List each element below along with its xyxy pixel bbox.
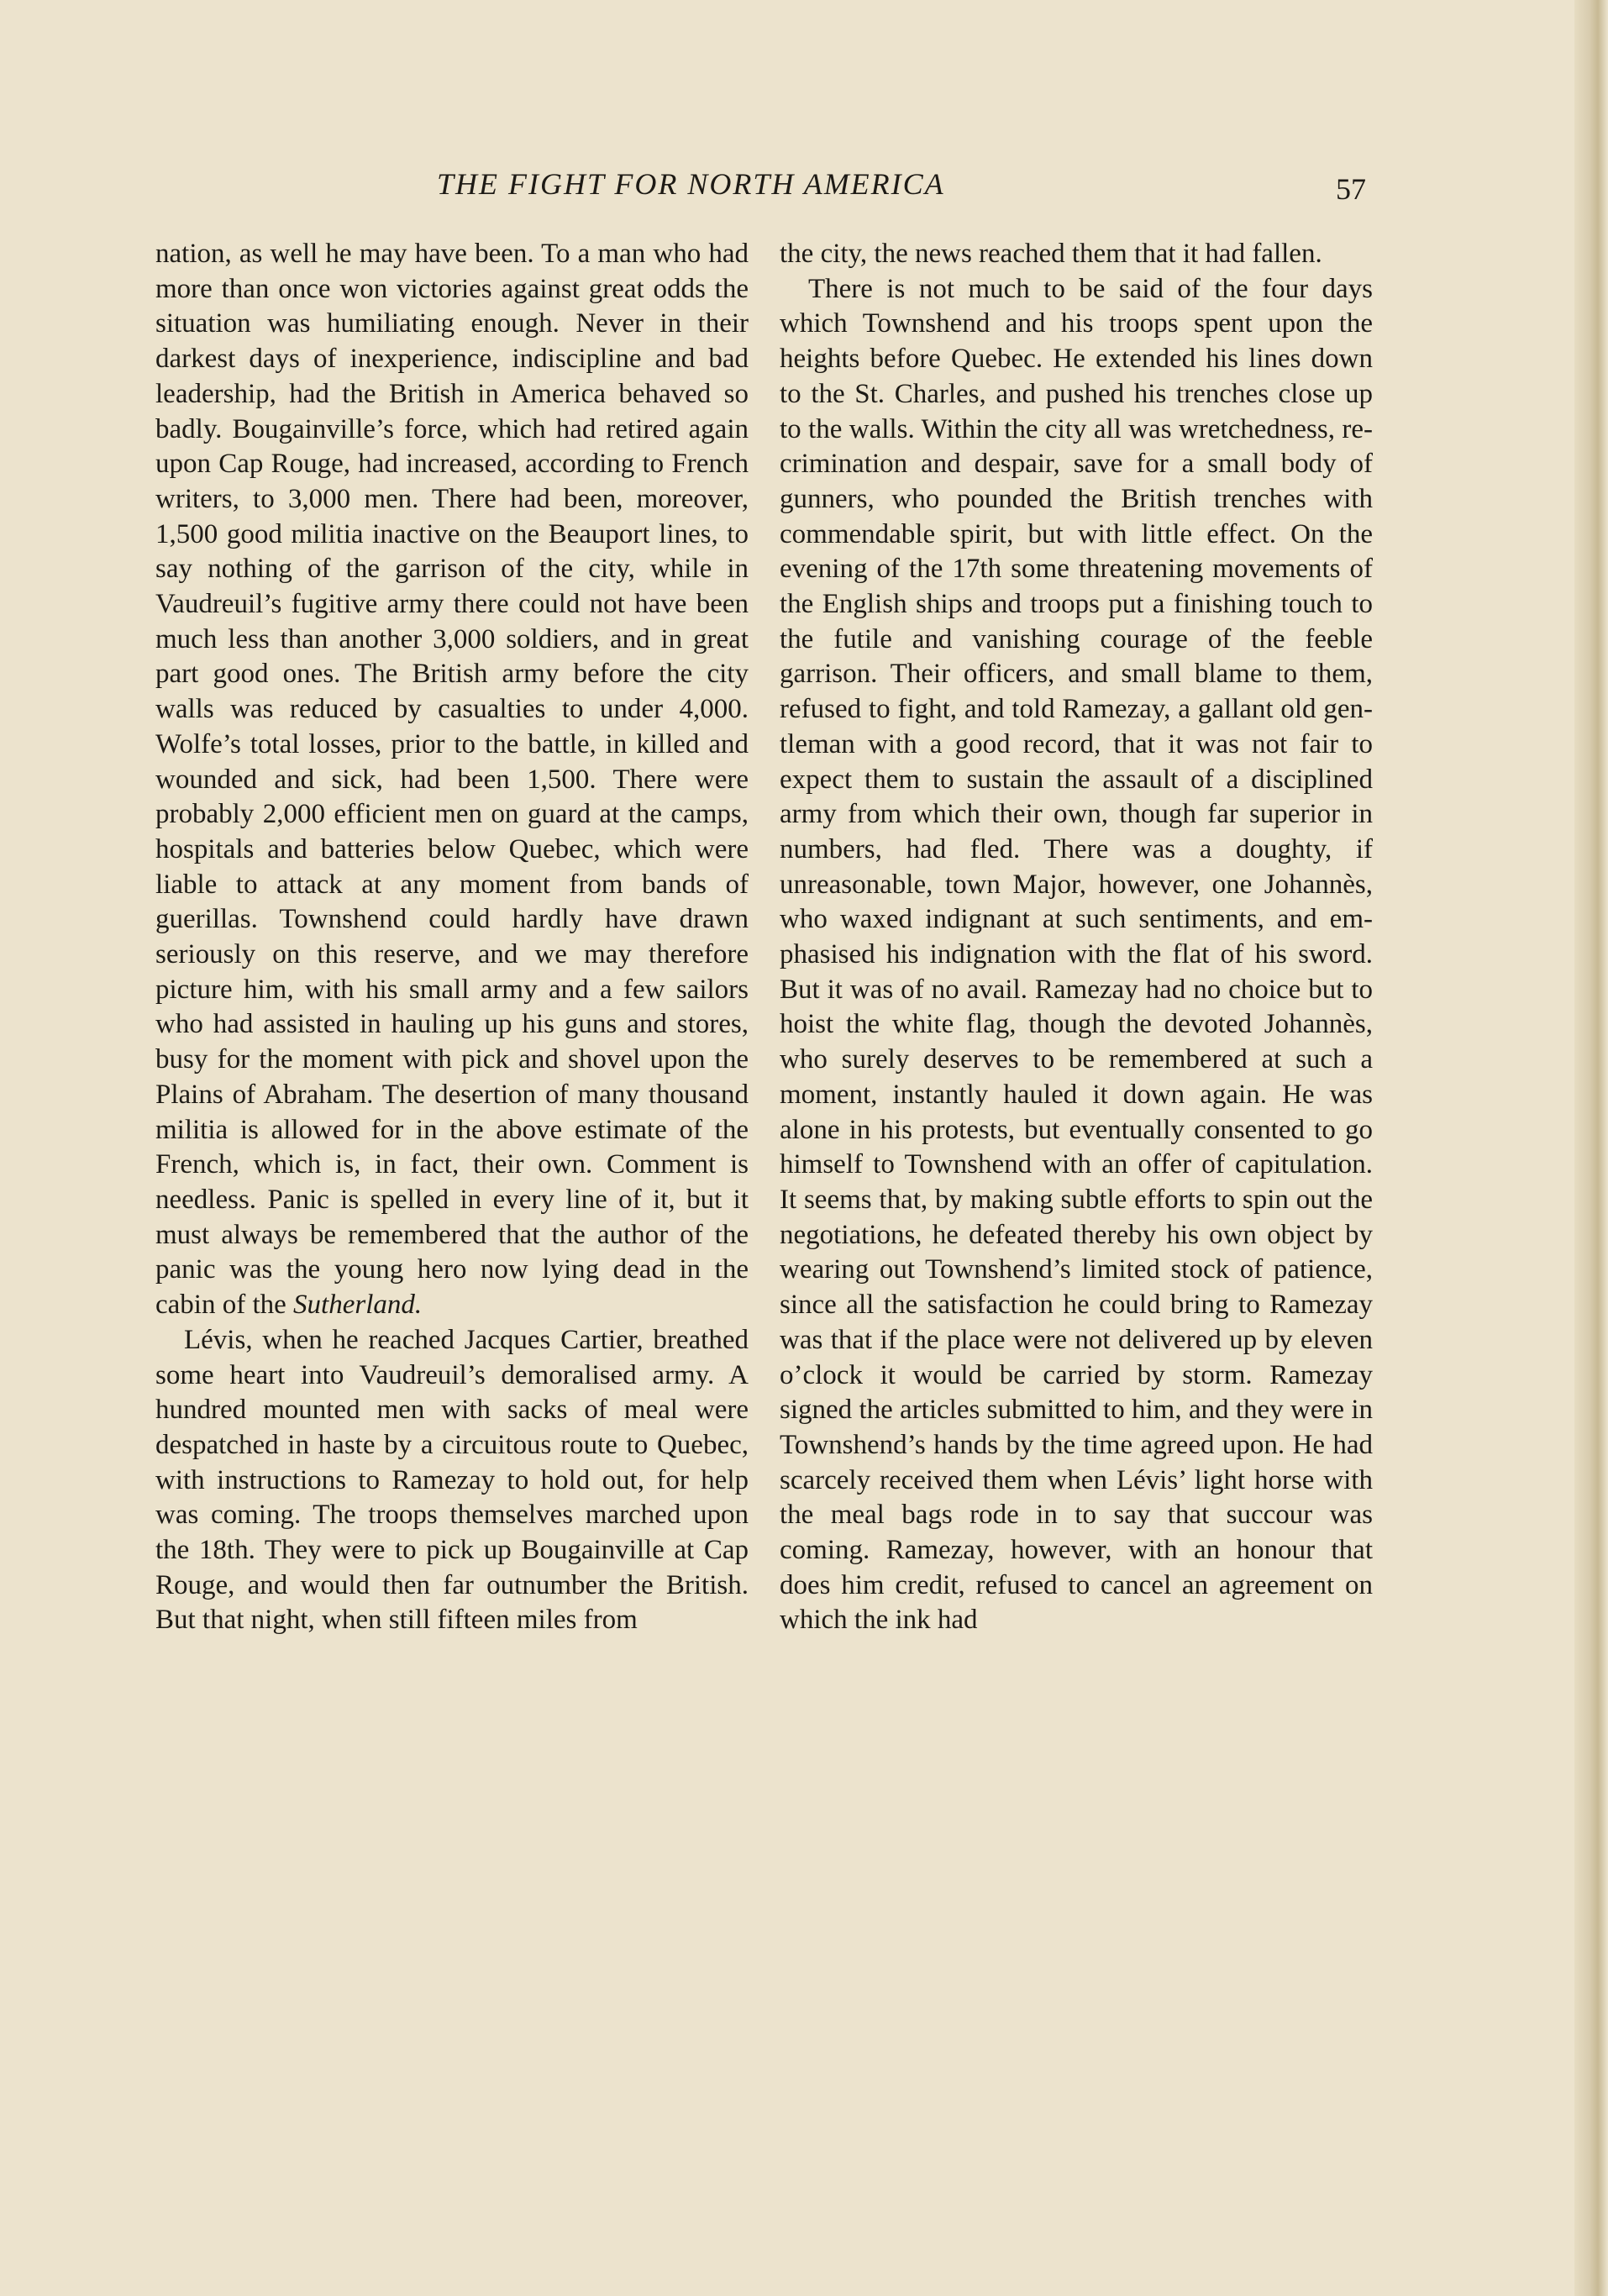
paragraph-text: nation, as well he may have been. To a man who had more than once won victories against great odds the situation was humiliating enough. Never in their darkest days of inexperience, indiscipline and bad leadership, had the British in America behaved so badly. Bougainville’s force, which had retired again upon Cap Rouge, had increased, according to French writers, to 3,000 men. There had been, moreover, 1,500 good militia inactive on the Beauport lines, to say nothing of the garrison of the city, while in Vaudreuil’s fugitive army there could not have been much less than another 3,000 soldiers, and in great part good ones. The British army before the city walls was reduced by casualties to under 4,000. Wolfe’s total losses, prior to the battle, in killed and wounded and sick, had been 1,500. There were probably 2,000 efficient men on guard at the camps, hospitals and batteries below Quebec, which were liable to attack at any moment from bands of guerillas. Townshend could hardly have drawn seriously on this reserve, and we may therefore picture him, with his small army and a few sailors who had assisted in hauling up his guns and stores, busy for the moment with pick and shovel upon the Plains of Abraham. The desertion of many thousand militia is allowed for in the above estimate of the French, which is, in fact, their own. Comment is needless. Panic is spelled in every line of it, but it must always be remembered that the author of the panic was the young hero now lying dead in the cabin of the bbox=[155, 239, 749, 1321]
paragraph: the city, the news reached them that it had fallen. bbox=[780, 239, 1322, 269]
running-head bbox=[0, 166, 1608, 217]
paragraph bbox=[155, 237, 749, 1323]
ship-name: Sutherland. bbox=[293, 1290, 423, 1321]
paragraph: There is not much to be said of the four days which Townshend and his troops spent upon the heights before Quebec. He extended his lines down to the St. Charles, and pushed his trenches close up to the walls. Within the city all was wretchedness, recrimination and despair, save for a small body of gunners, who pounded the British trenches with commendable spirit, but with little effect. On the evening of the 17th some threatening movements of the English ships and troops put a finishing touch to the futile and vanishing courage of the feeble garrison. Their officers, and small blame to them, refused to fight, and told Ramezay, a gallant old gentleman with a good record, that it was not fair to expect them to sustain the assault of a disciplined army from which their own, though far superior in numbers, had fled. There was a doughty, if unreasonable, town Major, however, one Johannès, who waxed indignant at such sentiments, and emphasised his indignation with the flat of his sword. But it was of no avail. Ramezay had no choice but to hoist the white flag, though the devoted Johannès, who surely deserves to be remembered at such a moment, instantly hauled it down again. He was alone in his protests, but eventually consented to go himself to Townshend with an offer of capitulation. It seems that, by making subtle efforts to spin out the negotiations, he defeated thereby his own object by wearing out Townshend’s limited stock of patience, since all the satisfaction he could bring to Ramezay was that if the place were not delivered up by eleven o’clock it would be carried by storm. Ramezay signed the articles submitted to him, and they were in Townshend’s hands by the time agreed upon. He had scarcely received them when Lévis’ light horse with the meal bags rode in to say that succour was coming. Ramezay, however, with an honour that does him credit, refused to cancel an agreement on which the ink had bbox=[780, 273, 1373, 1636]
running-title: THE FIGHT FOR NORTH AMERICA bbox=[437, 167, 945, 201]
left-column bbox=[155, 237, 749, 1638]
page-number: 57 bbox=[1336, 172, 1366, 206]
page-edge bbox=[1574, 0, 1608, 2296]
right-column bbox=[780, 237, 1373, 1638]
paragraph: Lévis, when he reached Jacques Cartier, breathed some heart into Vaudreuil’s demoralised army. A hundred mounted men with sacks of meal were despatched in haste by a circuitous route to Quebec, with instructions to Ramezay to hold out, for help was coming. The troops themselves marched upon the 18th. They were to pick up Bougainville at Cap Rouge, and would then far outnumber the British. But that night, when still fifteen miles from bbox=[155, 1324, 749, 1636]
